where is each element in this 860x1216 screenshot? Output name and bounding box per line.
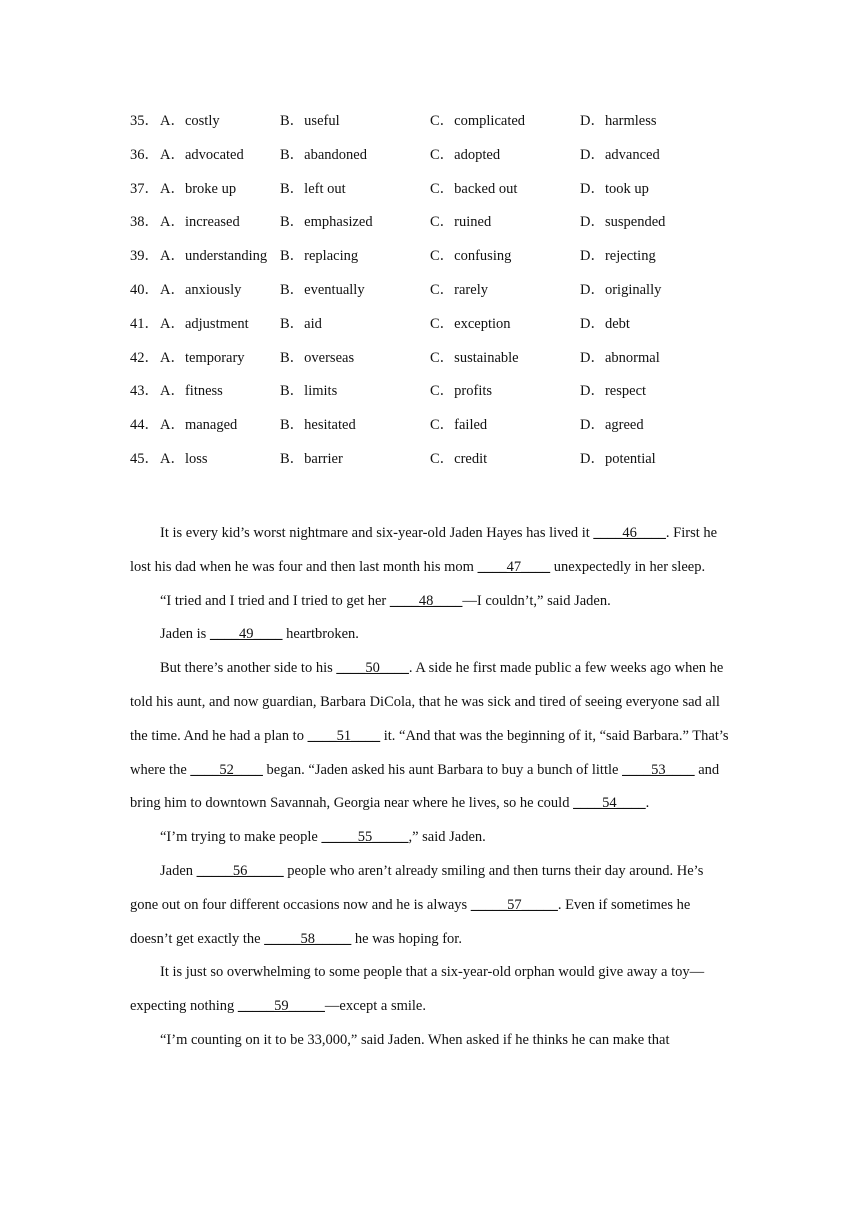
question-row xyxy=(130,212,770,246)
question-number: 41． xyxy=(130,315,159,332)
option-a: A．temporary xyxy=(160,349,245,366)
option-d: D．debt xyxy=(580,315,630,332)
blank-46: ____46____ xyxy=(593,525,666,541)
text: But there’s another side to his xyxy=(160,660,337,677)
option-b: B．abandoned xyxy=(280,146,367,163)
blank-57: _____57_____ xyxy=(470,896,558,913)
blank-53: ____53____ xyxy=(622,761,695,778)
text: . First he lost his dad when he was four and then last month his mom xyxy=(130,525,718,575)
question-number: 42． xyxy=(130,349,159,366)
blank-52: ____52____ xyxy=(190,761,263,778)
question-row xyxy=(130,111,770,145)
blank-49: ____49____ xyxy=(209,626,283,643)
option-d: D．originally xyxy=(580,281,662,298)
question-number: 44． xyxy=(130,417,159,434)
option-c: C．rarely xyxy=(430,281,488,298)
question-number: 39． xyxy=(130,248,159,265)
option-c: C．profits xyxy=(430,383,493,400)
option-b: B．hesitated xyxy=(280,417,356,434)
text: Jaden is xyxy=(160,626,210,643)
option-b: B．barrier xyxy=(280,450,343,467)
option-b: B．aid xyxy=(280,315,322,332)
option-a: A．understanding xyxy=(160,248,268,265)
question-number: 35． xyxy=(130,113,159,129)
option-a: A．managed xyxy=(160,417,238,434)
text: ,” said Jaden. xyxy=(408,829,486,846)
option-b: B．replacing xyxy=(280,248,359,265)
question-number: 36． xyxy=(130,146,159,163)
question-row xyxy=(130,179,770,213)
option-b: B．eventually xyxy=(280,281,365,298)
passage-paragraph xyxy=(130,652,730,821)
option-c: C．ruined xyxy=(430,214,492,231)
question-number: 45． xyxy=(130,450,159,467)
passage-paragraph xyxy=(130,956,730,1024)
text: —I couldn’t,” said Jaden. xyxy=(462,592,611,609)
text: Jaden xyxy=(160,862,197,879)
option-c: C．confusing xyxy=(430,248,512,265)
text: “I’m trying to make people xyxy=(160,829,322,846)
text: It is every kid’s worst nightmare and six-year-old Jaden Hayes has lived it xyxy=(160,525,594,541)
text: began. “Jaden asked his aunt Barbara to buy a bunch of little xyxy=(262,761,623,778)
text: . Even if sometimes he doesn’t get exactly the xyxy=(130,896,691,947)
text: and bring him to downtown Savannah, Georgia near where he lives, so he could xyxy=(130,761,720,812)
option-d: D．potential xyxy=(580,450,656,467)
question-row xyxy=(130,145,770,179)
question-number: 40． xyxy=(130,281,159,298)
reading-passage xyxy=(130,517,730,1058)
option-d: D．rejecting xyxy=(580,248,656,265)
text: . A side he first made public a few weeks ago when he told his aunt, and now guardian, Barbara DiCola, that he was sick and tired of seeing everyone sad all the time. And he had a plan to xyxy=(130,660,724,744)
option-a: A．fitness xyxy=(160,383,223,400)
text: unexpectedly in her sleep. xyxy=(550,558,706,575)
text: heartbroken. xyxy=(282,626,359,643)
option-c: C．credit xyxy=(430,450,488,467)
text: “I’m counting on it to be 33,000,” said Jaden. When asked if he thinks he can make that xyxy=(160,1031,670,1048)
text: “I tried and I tried and I tried to get her xyxy=(160,592,390,609)
passage-paragraph xyxy=(130,821,730,855)
question-row xyxy=(130,381,770,415)
passage-paragraph xyxy=(130,585,730,619)
passage-paragraph xyxy=(130,1024,730,1058)
passage-paragraph xyxy=(130,517,730,585)
text: it. “And that was the beginning of it, “said Barbara.” That’s where the xyxy=(130,727,729,778)
option-c: C．exception xyxy=(430,315,511,332)
question-row xyxy=(130,348,770,382)
blank-50: ____50____ xyxy=(336,660,409,677)
blank-59: _____59_____ xyxy=(237,998,325,1015)
option-b: B．emphasized xyxy=(280,214,373,231)
question-row xyxy=(130,415,770,449)
option-b: B．overseas xyxy=(280,349,355,366)
option-d: D．respect xyxy=(580,383,647,400)
option-b: B．limits xyxy=(280,383,338,400)
option-a: A．advocated xyxy=(160,146,244,163)
passage-paragraph xyxy=(130,855,730,956)
text: . xyxy=(645,795,650,812)
option-a: A．anxiously xyxy=(160,281,242,298)
option-c: C．adopted xyxy=(430,146,501,163)
blank-58: _____58_____ xyxy=(264,930,352,947)
option-b: B．useful xyxy=(280,113,340,129)
option-c: C．complicated xyxy=(430,113,526,129)
text: It is just so overwhelming to some people that a six-year-old orphan would give away a toy—expecting nothing xyxy=(130,964,705,1015)
question-row xyxy=(130,314,770,348)
option-c: C．sustainable xyxy=(430,349,519,366)
question-row xyxy=(130,449,770,483)
option-c: C．failed xyxy=(430,417,488,434)
option-c: C．backed out xyxy=(430,180,518,197)
text: —except a smile. xyxy=(324,998,426,1015)
blank-55: _____55_____ xyxy=(321,829,409,846)
blank-51: ____51____ xyxy=(307,727,381,744)
option-d: D．agreed xyxy=(580,417,644,434)
passage-paragraph xyxy=(130,618,730,652)
option-a: A．increased xyxy=(160,214,240,231)
option-d: D．abnormal xyxy=(580,349,660,366)
option-d: D．harmless xyxy=(580,113,657,129)
question-number: 43． xyxy=(130,383,159,400)
question-row xyxy=(130,280,770,314)
text: he was hoping for. xyxy=(351,930,462,947)
answer-options xyxy=(130,111,770,483)
option-a: A．loss xyxy=(160,450,208,467)
text: people who aren’t already smiling and then turns their day around. He’s gone out on four different occasions now and he is always xyxy=(130,862,704,913)
blank-56: _____56_____ xyxy=(196,862,284,879)
option-d: D．advanced xyxy=(580,146,660,163)
question-number: 37． xyxy=(130,180,159,197)
option-d: D．took up xyxy=(580,180,649,197)
option-a: A．costly xyxy=(160,113,220,129)
option-a: A．broke up xyxy=(160,180,237,197)
blank-48: ____48____ xyxy=(389,592,463,609)
question-number: 38． xyxy=(130,214,159,231)
blank-47: ____47____ xyxy=(477,558,551,575)
option-b: B．left out xyxy=(280,180,346,197)
option-a: A．adjustment xyxy=(160,315,249,332)
question-row xyxy=(130,246,770,280)
option-d: D．suspended xyxy=(580,214,666,231)
blank-54: ____54____ xyxy=(573,795,646,812)
